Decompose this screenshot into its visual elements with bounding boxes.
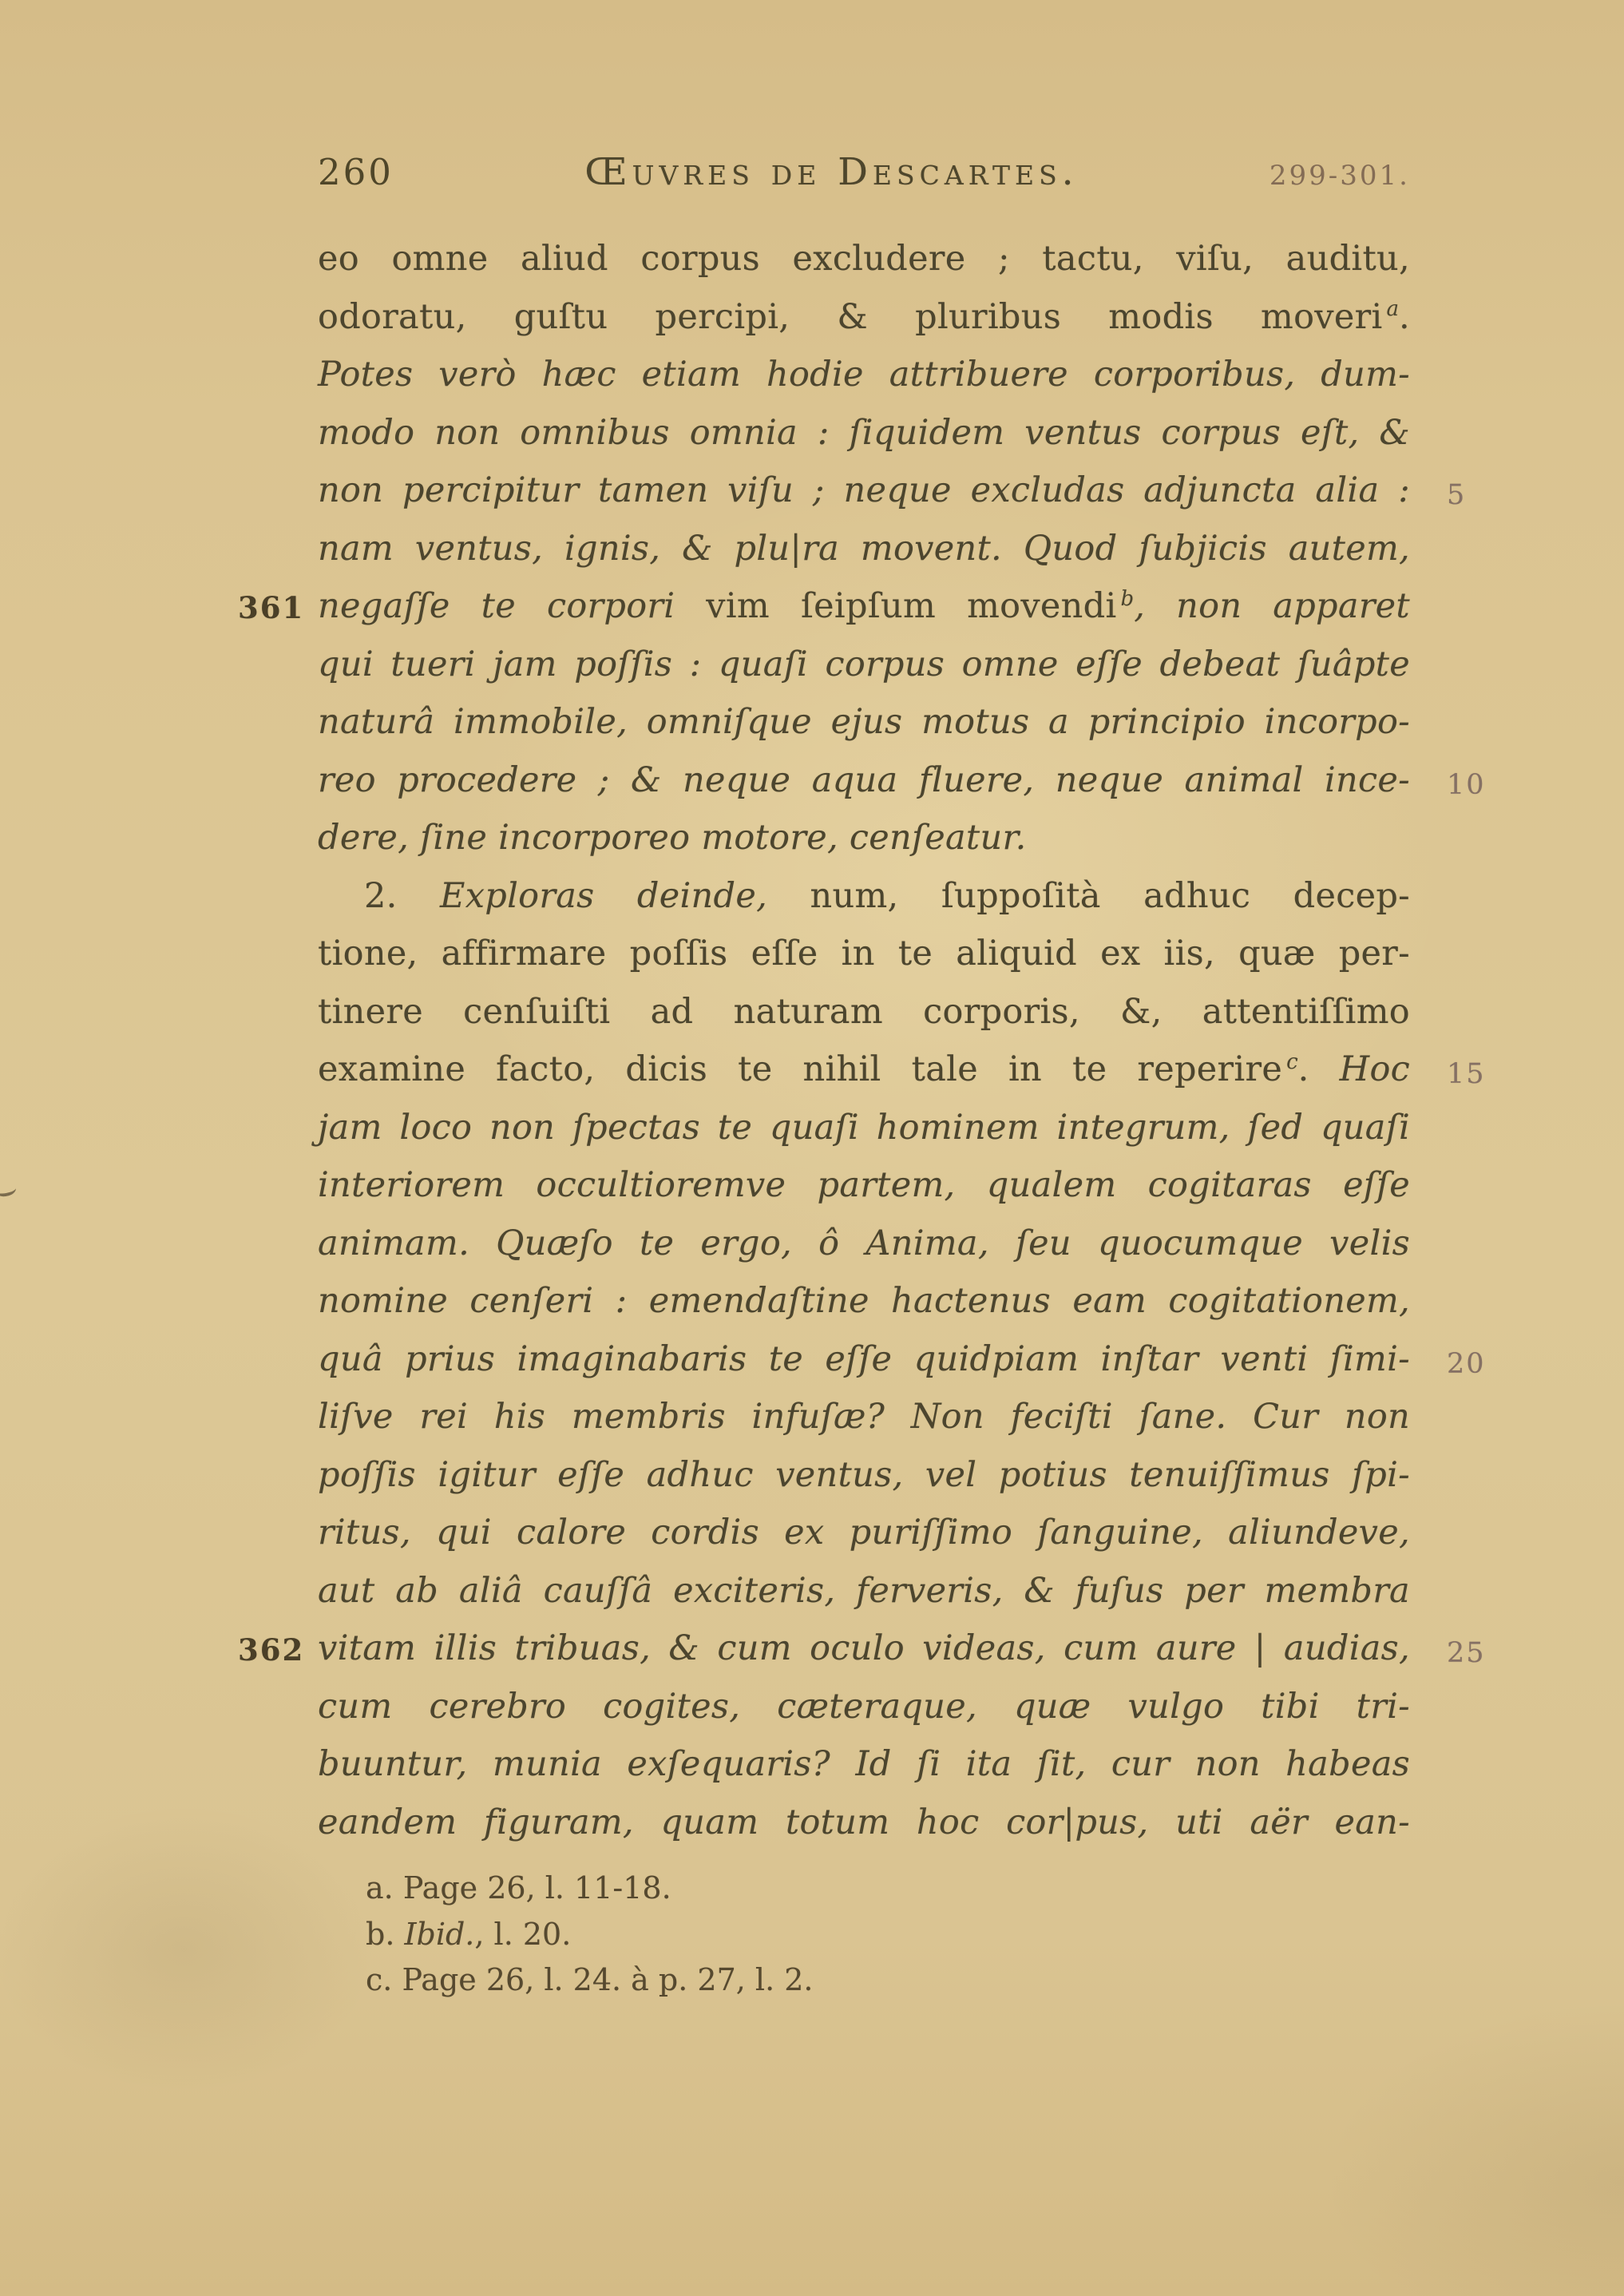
text-line bbox=[318, 1156, 1410, 1215]
text-line bbox=[318, 1041, 1486, 1099]
text-segment: non percipitur tamen viſu ; neque excludas adjuncta alia : bbox=[318, 470, 1410, 510]
footnote-line bbox=[318, 1912, 1276, 1958]
text-line bbox=[318, 1794, 1410, 1852]
text-line bbox=[318, 809, 1410, 867]
text-segment: qui tueri jam poſſis : quaſi corpus omne eſſe debeat ſuâpte bbox=[318, 644, 1410, 684]
text-segment: ritus, qui calore cordis ex puriſſimo ſanguine, aliundeve, bbox=[318, 1513, 1410, 1552]
text-segment: , l. 20. bbox=[474, 1916, 572, 1952]
text-segment: cum cerebro cogites, cæteraque, quæ vulgo tibi tri- bbox=[318, 1686, 1410, 1727]
running-header bbox=[318, 150, 1410, 194]
line-number: 25 bbox=[1447, 1637, 1486, 1669]
text-segment: , non apparet bbox=[1134, 586, 1410, 626]
footnote-marker: a bbox=[1386, 297, 1400, 322]
text-segment: modo non omnibus omnia : ſiquidem ventus corpus eſt, & bbox=[318, 412, 1410, 453]
text-line bbox=[318, 1215, 1410, 1273]
text-segment: 2. bbox=[364, 875, 441, 916]
text-line bbox=[318, 1735, 1410, 1794]
text-segment: quâ prius imaginabaris te eſſe quidpiam inſtar venti ſimi- bbox=[318, 1338, 1410, 1379]
text-segment: aut ab aliâ cauſſâ exciteris, ferveris, & fuſus per membra bbox=[318, 1570, 1410, 1611]
text-segment: nam ventus, ignis, & plu|ra movent. Quod ſubjicis autem, bbox=[318, 528, 1410, 569]
text-line bbox=[238, 1620, 1486, 1678]
text-line bbox=[318, 983, 1410, 1041]
text-segment: b. bbox=[366, 1916, 405, 1952]
text-segment: eo omne aliud corpus excludere ; tactu, viſu, auditu, bbox=[318, 239, 1410, 279]
line-number: 15 bbox=[1447, 1058, 1486, 1090]
text-segment: Hoc bbox=[1339, 1049, 1411, 1089]
text-line bbox=[318, 867, 1410, 926]
text-line bbox=[318, 925, 1410, 983]
text-segment: negaſſe te corpori bbox=[318, 586, 707, 626]
text-segment: c. Page 26, l. 24. à p. 27, l. 2. bbox=[366, 1962, 814, 1997]
text-line bbox=[318, 751, 1486, 810]
text-line bbox=[318, 1504, 1410, 1562]
text-segment: vim ſeipſum movendi bbox=[706, 586, 1117, 626]
scan-artifact bbox=[0, 1182, 17, 1198]
text-line bbox=[318, 462, 1467, 520]
text-line bbox=[318, 346, 1410, 404]
text-segment: liſve rei his membris infuſæ? Non feciſti ſane. Cur non bbox=[318, 1397, 1410, 1437]
text-line bbox=[318, 693, 1410, 751]
text-segment: a. Page 26, l. 11-18. bbox=[366, 1870, 671, 1905]
text-line bbox=[318, 230, 1410, 288]
text-segment: tione, affirmare poſſis eſſe in te aliquid ex iis, quæ per- bbox=[318, 934, 1410, 974]
text-segment: . bbox=[1399, 296, 1410, 337]
original-edition-page-range: 299-301. bbox=[1269, 160, 1410, 192]
text-segment: reo procedere ; & neque aqua fluere, neque animal ince- bbox=[318, 759, 1410, 800]
text-line bbox=[318, 1388, 1410, 1446]
text-segment: Exploras deinde, bbox=[440, 875, 810, 916]
line-number: 10 bbox=[1447, 768, 1486, 801]
text-line bbox=[318, 636, 1410, 694]
text-line bbox=[318, 1446, 1410, 1505]
text-segment: dere, ſine incorporeo motore, cenſeatur. bbox=[318, 818, 1027, 858]
text-line bbox=[318, 288, 1410, 347]
text-segment: poſſis igitur eſſe adhuc ventus, vel potius tenuiſſimus ſpi- bbox=[318, 1454, 1410, 1495]
margin-page-number: 362 bbox=[238, 1632, 305, 1667]
text-line bbox=[318, 1562, 1410, 1620]
footnote-line bbox=[318, 1866, 1276, 1912]
text-line bbox=[238, 577, 1410, 636]
footnote-marker: b bbox=[1120, 586, 1135, 611]
text-line bbox=[318, 520, 1410, 578]
line-number: 5 bbox=[1447, 479, 1467, 511]
text-segment: nomine cenſeri : emendaſtine hactenus eam cogitationem, bbox=[318, 1281, 1410, 1321]
text-segment: naturâ immobile, omniſque ejus motus a principio incorpo- bbox=[318, 702, 1410, 742]
text-line bbox=[318, 1678, 1410, 1736]
text-line bbox=[318, 1099, 1410, 1157]
text-segment: odoratu, guſtu percipi, & pluribus modis moveri bbox=[318, 296, 1383, 337]
footnote-marker: c bbox=[1286, 1049, 1298, 1074]
text-line bbox=[318, 404, 1410, 462]
text-segment: jam loco non ſpectas te quaſi hominem integrum, ſed quaſi bbox=[318, 1107, 1410, 1148]
text-segment: . bbox=[1297, 1049, 1340, 1089]
footnotes-block bbox=[318, 1866, 1276, 2004]
margin-page-number: 361 bbox=[238, 590, 305, 625]
text-segment: interiorem occultioremve partem, qualem cogitaras eſſe bbox=[318, 1165, 1410, 1205]
text-segment: vitam illis tribuas, & cum oculo videas, cum aure | audias, bbox=[318, 1628, 1410, 1668]
text-segment: eandem figuram, quam totum hoc cor|pus, uti aër ean- bbox=[318, 1802, 1410, 1842]
text-segment: animam. Quæſo te ergo, ô Anima, ſeu quocumque velis bbox=[318, 1223, 1410, 1263]
line-number: 20 bbox=[1447, 1347, 1486, 1380]
text-line bbox=[318, 1330, 1486, 1389]
text-segment: Ibid. bbox=[404, 1916, 475, 1952]
text-line bbox=[318, 1272, 1410, 1330]
main-text-block bbox=[238, 230, 1486, 1851]
text-segment: buuntur, munia exſequaris? Id ſi ita ſit, cur non habeas bbox=[318, 1744, 1410, 1784]
page-number: 260 bbox=[318, 151, 394, 193]
text-segment: examine facto, dicis te nihil tale in te reperire bbox=[318, 1049, 1283, 1089]
book-title: Œuvres de Descartes. bbox=[584, 150, 1079, 194]
footnote-line bbox=[318, 1957, 1276, 2004]
text-segment: tinere cenſuiſti ad naturam corporis, &, attentiſſimo bbox=[318, 991, 1410, 1032]
text-segment: Potes verò hæc etiam hodie attribuere corporibus, dum- bbox=[318, 355, 1410, 395]
text-segment: num, ſuppoſità adhuc decep- bbox=[810, 875, 1410, 916]
